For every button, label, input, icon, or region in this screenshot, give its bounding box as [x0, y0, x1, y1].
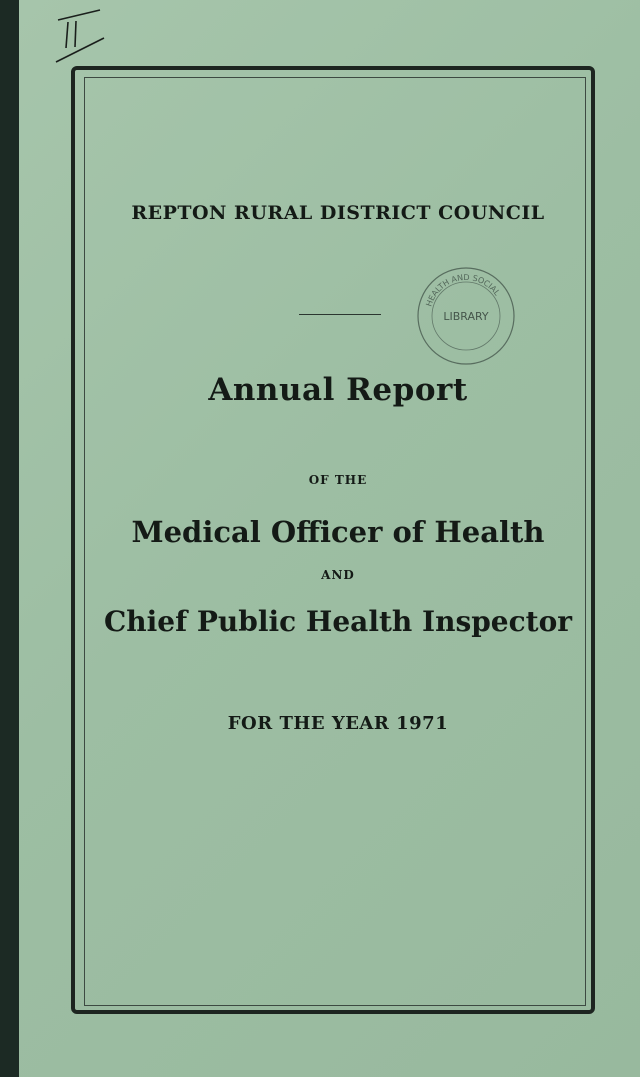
library-stamp	[412, 262, 520, 370]
inspector-title: Chief Public Health Inspector	[103, 605, 573, 638]
stamp-ring-text: HEALTH AND SOCIAL	[424, 272, 502, 308]
divider-rule	[299, 314, 381, 315]
officer-title: Medical Officer of Health	[131, 515, 545, 549]
stamp-center-text: LIBRARY	[443, 310, 489, 323]
of-the-label: OF THE	[308, 473, 368, 487]
book-spine	[0, 0, 19, 1077]
report-title: Annual Report	[208, 372, 468, 408]
handwritten-mark	[48, 4, 108, 64]
council-name: REPTON RURAL DISTRICT COUNCIL	[131, 202, 545, 224]
and-label: AND	[321, 568, 355, 582]
report-year: FOR THE YEAR 1971	[227, 713, 449, 734]
